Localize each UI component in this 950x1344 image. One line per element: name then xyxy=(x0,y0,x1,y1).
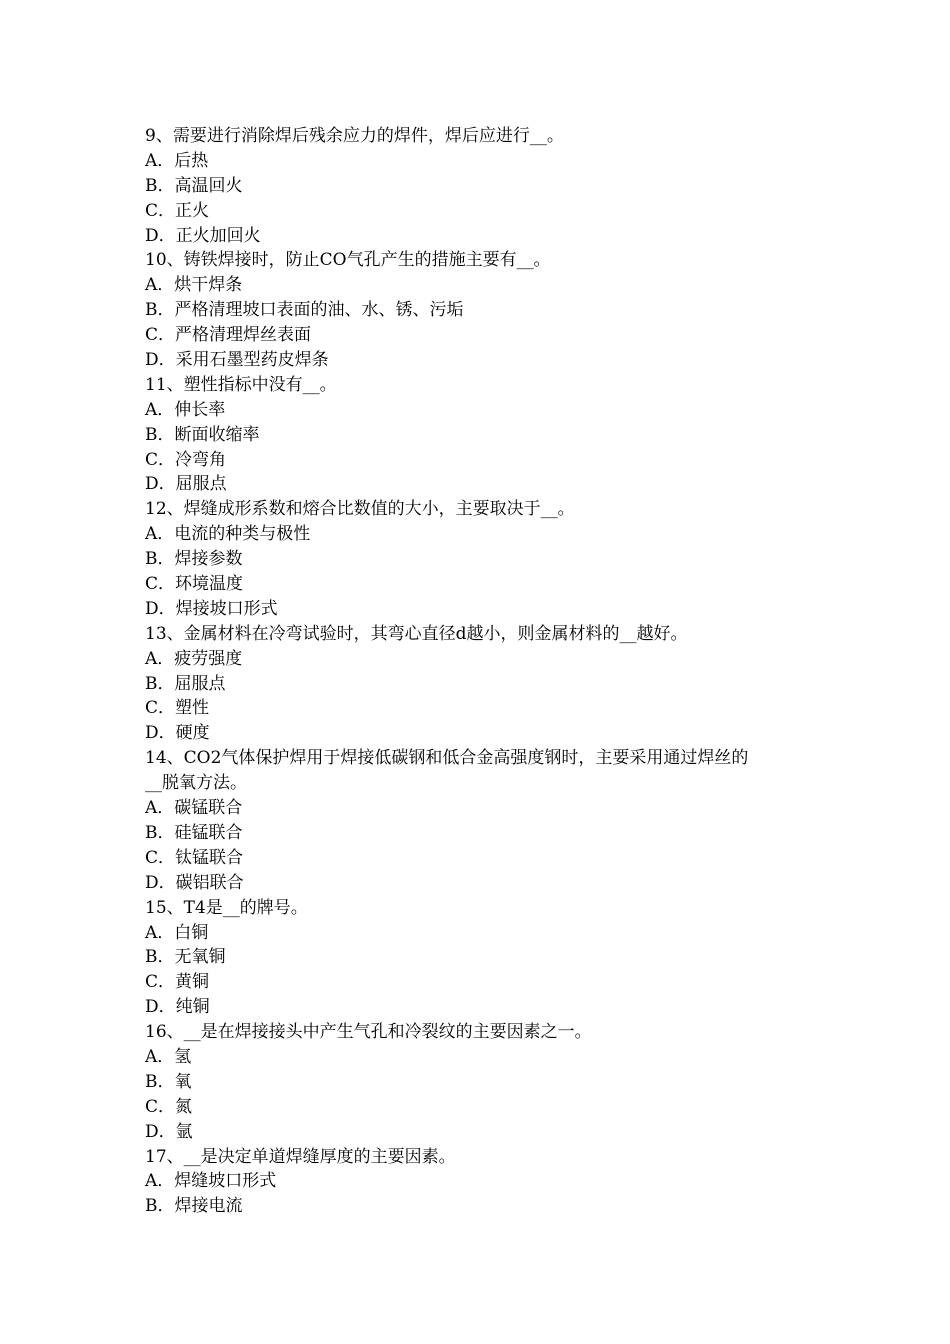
question-13-option-b: B．屈服点 xyxy=(145,673,226,694)
question-9-option-a: A．后热 xyxy=(145,150,209,171)
question-16-option-c: C．氮 xyxy=(145,1096,193,1117)
question-12-stem: 12、焊缝成形系数和熔合比数值的大小，主要取决于__。 xyxy=(145,499,575,520)
question-14-stem-line-1: 14、CO2气体保护焊用于焊接低碳钢和低合金高强度钢时，主要采用通过焊丝的 xyxy=(145,748,749,769)
question-13-option-a: A．疲劳强度 xyxy=(145,648,243,669)
question-11-option-c: C．冷弯角 xyxy=(145,449,227,470)
question-14-option-d: D．碳铝联合 xyxy=(145,872,244,893)
question-17-option-b: B．焊接电流 xyxy=(145,1196,243,1217)
question-14-option-c: C．钛锰联合 xyxy=(145,847,244,868)
question-15-option-a: A．白铜 xyxy=(145,922,209,943)
question-9-option-c: C．正火 xyxy=(145,200,210,221)
question-11-option-d: D．屈服点 xyxy=(145,474,227,495)
question-17-option-a: A．焊缝坡口形式 xyxy=(145,1171,277,1192)
question-11-option-b: B．断面收缩率 xyxy=(145,424,260,445)
question-10-option-d: D．采用石墨型药皮焊条 xyxy=(145,350,329,371)
question-12-option-c: C．环境温度 xyxy=(145,574,244,595)
question-13-stem: 13、金属材料在冷弯试验时，其弯心直径d越小，则金属材料的__越好。 xyxy=(145,623,688,644)
question-9-option-b: B．高温回火 xyxy=(145,175,243,196)
question-11-stem: 11、塑性指标中没有__。 xyxy=(145,374,337,395)
question-11-option-a: A．伸长率 xyxy=(145,399,226,420)
question-16-stem: 16、__是在焊接接头中产生气孔和冷裂纹的主要因素之一。 xyxy=(145,1022,592,1043)
question-14-option-b: B．硅锰联合 xyxy=(145,822,243,843)
question-10-option-c: C．严格清理焊丝表面 xyxy=(145,325,312,346)
question-14-stem-line-2: __脱氧方法。 xyxy=(145,773,247,794)
question-16-option-b: B．氧 xyxy=(145,1071,192,1092)
question-15-stem: 15、T4是__的牌号。 xyxy=(145,897,308,918)
question-15-option-d: D．纯铜 xyxy=(145,997,210,1018)
question-10-option-a: A．烘干焊条 xyxy=(145,275,243,296)
question-16-option-a: A．氢 xyxy=(145,1046,192,1067)
question-13-option-d: D．硬度 xyxy=(145,723,210,744)
question-15-option-b: B．无氧铜 xyxy=(145,947,226,968)
question-17-stem: 17、__是决定单道焊缝厚度的主要因素。 xyxy=(145,1146,456,1167)
question-9-stem: 9、需要进行消除焊后残余应力的焊件，焊后应进行__。 xyxy=(145,126,564,146)
question-15-option-c: C．黄铜 xyxy=(145,972,210,993)
question-list xyxy=(145,124,810,1219)
question-12-option-a: A．电流的种类与极性 xyxy=(145,524,311,545)
question-12-option-d: D．焊接坡口形式 xyxy=(145,598,278,619)
question-14-option-a: A．碳锰联合 xyxy=(145,798,243,819)
question-9-option-d: D．正火加回火 xyxy=(145,225,261,246)
question-13-option-c: C．塑性 xyxy=(145,698,210,719)
question-12-option-b: B．焊接参数 xyxy=(145,549,243,570)
question-16-option-d: D．氩 xyxy=(145,1121,193,1142)
question-10-option-b: B．严格清理坡口表面的油、水、锈、污垢 xyxy=(145,300,464,321)
question-10-stem: 10、铸铁焊接时，防止CO气孔产生的措施主要有__。 xyxy=(145,250,551,271)
